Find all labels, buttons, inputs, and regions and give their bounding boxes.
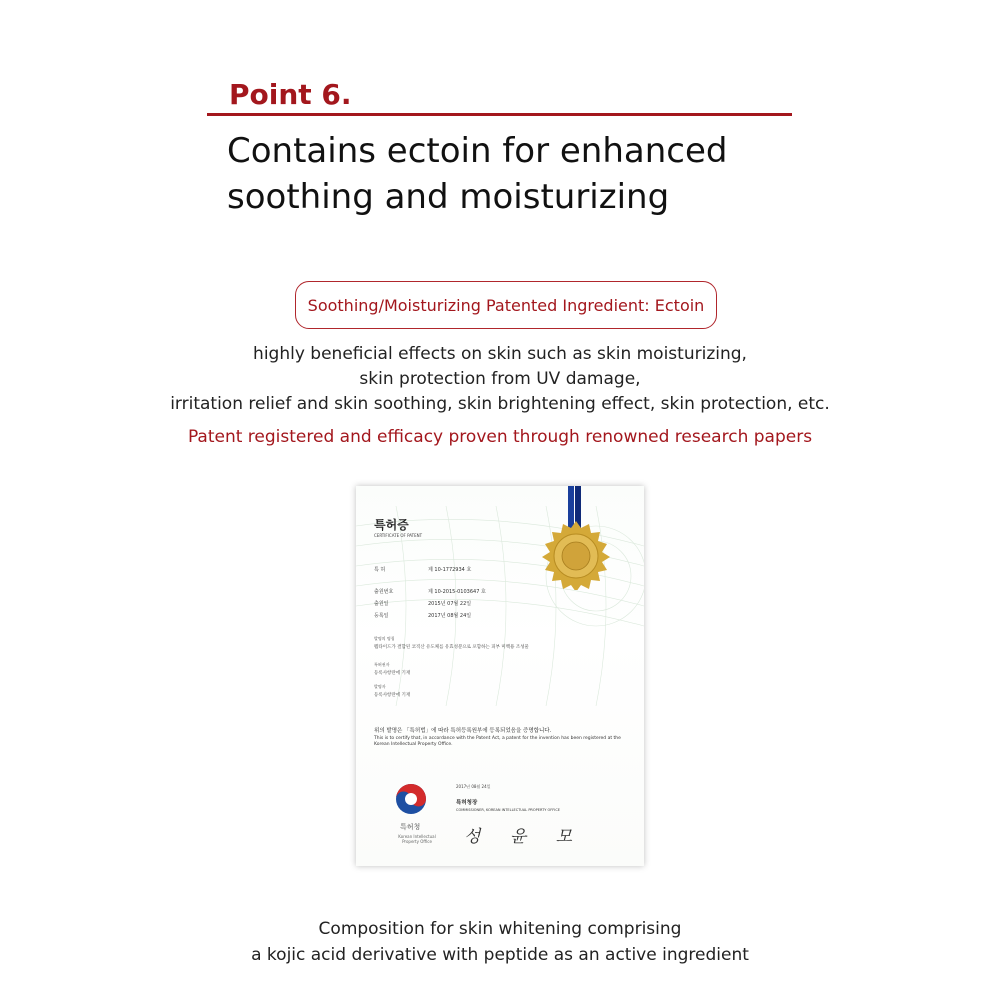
inventor-text: 등록사항란에 기재 <box>374 693 411 698</box>
certificate-row <box>374 600 471 607</box>
headline <box>227 128 787 220</box>
kipo-logo-icon <box>394 782 428 816</box>
certificate-row <box>374 566 471 573</box>
description-line: irritation relief and skin soothing, skin brightening effect, skin protection, etc. <box>170 394 830 414</box>
ingredient-pill: Soothing/Moisturizing Patented Ingredient: Ectoin <box>295 281 717 329</box>
issue-date: 2017년 08월 24일 <box>456 784 491 789</box>
row-value: 2017년 08월 24일 <box>428 613 472 619</box>
headline-line: soothing and moisturizing <box>227 177 670 217</box>
invention-label: 발명의 명칭 <box>374 636 395 641</box>
certificate-subtitle: CERTIFICATE OF PATENT <box>374 533 423 538</box>
gold-seal-icon <box>541 520 611 590</box>
owner-label: 특허권자 <box>374 662 390 667</box>
divider <box>207 113 792 116</box>
certificate-row <box>374 588 486 595</box>
patent-certificate <box>356 486 644 866</box>
description <box>100 342 900 417</box>
office-name: 특허청 <box>400 823 421 831</box>
row-key: 등록일 <box>374 613 389 619</box>
statement-korean: 위의 발명은 「특허법」에 따라 특허등록원부에 등록되었음을 증명합니다. <box>374 728 552 734</box>
row-value: 2015년 07월 22일 <box>428 601 472 607</box>
certificate-title: 특허증 <box>374 518 409 532</box>
office-english: Korean Intellectual Property Office <box>398 834 436 844</box>
description-line: skin protection from UV damage, <box>359 369 641 389</box>
commissioner-title: 특허청장 <box>456 800 478 806</box>
inventor-label: 발명자 <box>374 684 386 689</box>
caption-line: Composition for skin whitening comprising <box>318 919 682 939</box>
row-value: 제 10-2015-0103647 호 <box>428 589 486 595</box>
highlight-text: Patent registered and efficacy proven through renowned research papers <box>187 427 813 447</box>
row-key: 출원번호 <box>374 589 394 595</box>
point-label: Point 6. <box>229 78 352 111</box>
commissioner-english: COMMISSIONER, KOREAN INTELLECTUAL PROPERTY OFFICE <box>456 808 560 812</box>
certificate-row <box>374 612 471 619</box>
owner-text: 등록사항란에 기재 <box>374 671 411 676</box>
headline-line: Contains ectoin for enhanced <box>227 131 728 171</box>
row-key: 출원일 <box>374 601 389 607</box>
signature: 성 윤 모 <box>464 827 585 847</box>
row-key: 특 허 <box>374 567 386 573</box>
description-line: highly beneficial effects on skin such as skin moisturizing, <box>253 344 747 364</box>
caption-line: a kojic acid derivative with peptide as an active ingredient <box>251 945 749 965</box>
invention-text: 펩타이드가 결합된 코직산 유도체를 유효성분으로 포함하는 피부 미백용 조성물 <box>374 645 529 650</box>
caption <box>100 916 900 968</box>
statement-english: This is to certify that, in accordance with the Patent Act, a patent for the invention has been registered at the Korean Intellectual Property Office. <box>374 736 621 747</box>
row-value: 제 10-1772934 호 <box>428 567 472 573</box>
